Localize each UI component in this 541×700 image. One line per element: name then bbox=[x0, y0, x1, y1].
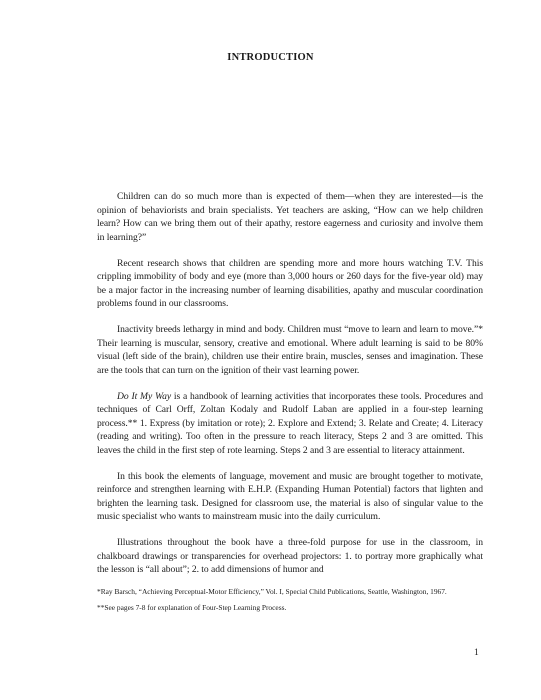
page-title: INTRODUCTION bbox=[227, 52, 314, 63]
paragraph-text: Children can do so much more than is expected of them—when they are interested—is the opinion of behaviorists and brain specialists. Yet teachers are asking, “How can we help children learn? How can we bring them out of their apathy, restore eagerness and curiosity and involve them in learning?” bbox=[97, 191, 483, 243]
paragraph bbox=[97, 470, 483, 524]
paragraph bbox=[97, 390, 483, 458]
paragraph-text: In this book the elements of language, movement and music are brought together to motivate, reinforce and strengthen learning with E.H.P. (Expanding Human Potential) factors that lighten and brighten the learning task. Designed for classroom use, the material is also of singular value to the music specialist who wants to mainstream music into the daily curriculum. bbox=[97, 470, 483, 522]
body-text bbox=[97, 190, 483, 589]
paragraph bbox=[97, 257, 483, 311]
paragraph bbox=[97, 190, 483, 244]
footnote: *Ray Barsch, “Achieving Perceptual-Motor Efficiency,” Vol. I, Special Child Publications, Seattle, Washington, 1967. bbox=[97, 587, 447, 596]
book-title: Do It My Way bbox=[117, 390, 172, 402]
footnote: **See pages 7-8 for explanation of Four-Step Learning Process. bbox=[97, 602, 287, 612]
footnotes bbox=[97, 587, 483, 618]
paragraph-text: Inactivity breeds lethargy in mind and body. Children must “move to learn and learn to move.”* Their learning is muscular, sensory, creative and emotional. Where adult learning is said to be 80% visual (left side of the brain), children use their entire brain, muscles, senses and imagination. These are the tools that can turn on the ignition of their vast learning power. bbox=[97, 324, 483, 376]
paragraph bbox=[97, 323, 483, 377]
paragraph-text: Illustrations throughout the book have a three-fold purpose for use in the classroom, in chalkboard drawings or transparencies for overhead projectors: 1. to portray more graphically what the lesson is “all about”; 2. to add dimensions of humor and bbox=[97, 537, 483, 575]
paragraph-text: is a handbook of learning activities that incorporates these tools. Procedures and techniques of Carl Orff, Zoltan Kodaly and Rudolf Laban are applied in a four-step learning process.** 1. Express (by imitation or rote); 2. Explore and Extend; 3. Relate and Create; 4. Literacy (reading and writing). Too often in the pressure to reach literacy, Steps 2 and 3 are omitted. This leaves the child in the first step of rote learning. Steps 2 and 3 are essential to literacy attainment. bbox=[97, 390, 483, 456]
page-number: 1 bbox=[474, 648, 479, 658]
paragraph-text: Recent research shows that children are spending more and more hours watching T.V. This crippling immobility of body and eye (more than 3,000 hours or 260 days for the five-year old) may be a major factor in the increasing number of learning disabilities, apathy and muscular coordination problems found in our classrooms. bbox=[97, 257, 483, 309]
paragraph bbox=[97, 536, 483, 577]
